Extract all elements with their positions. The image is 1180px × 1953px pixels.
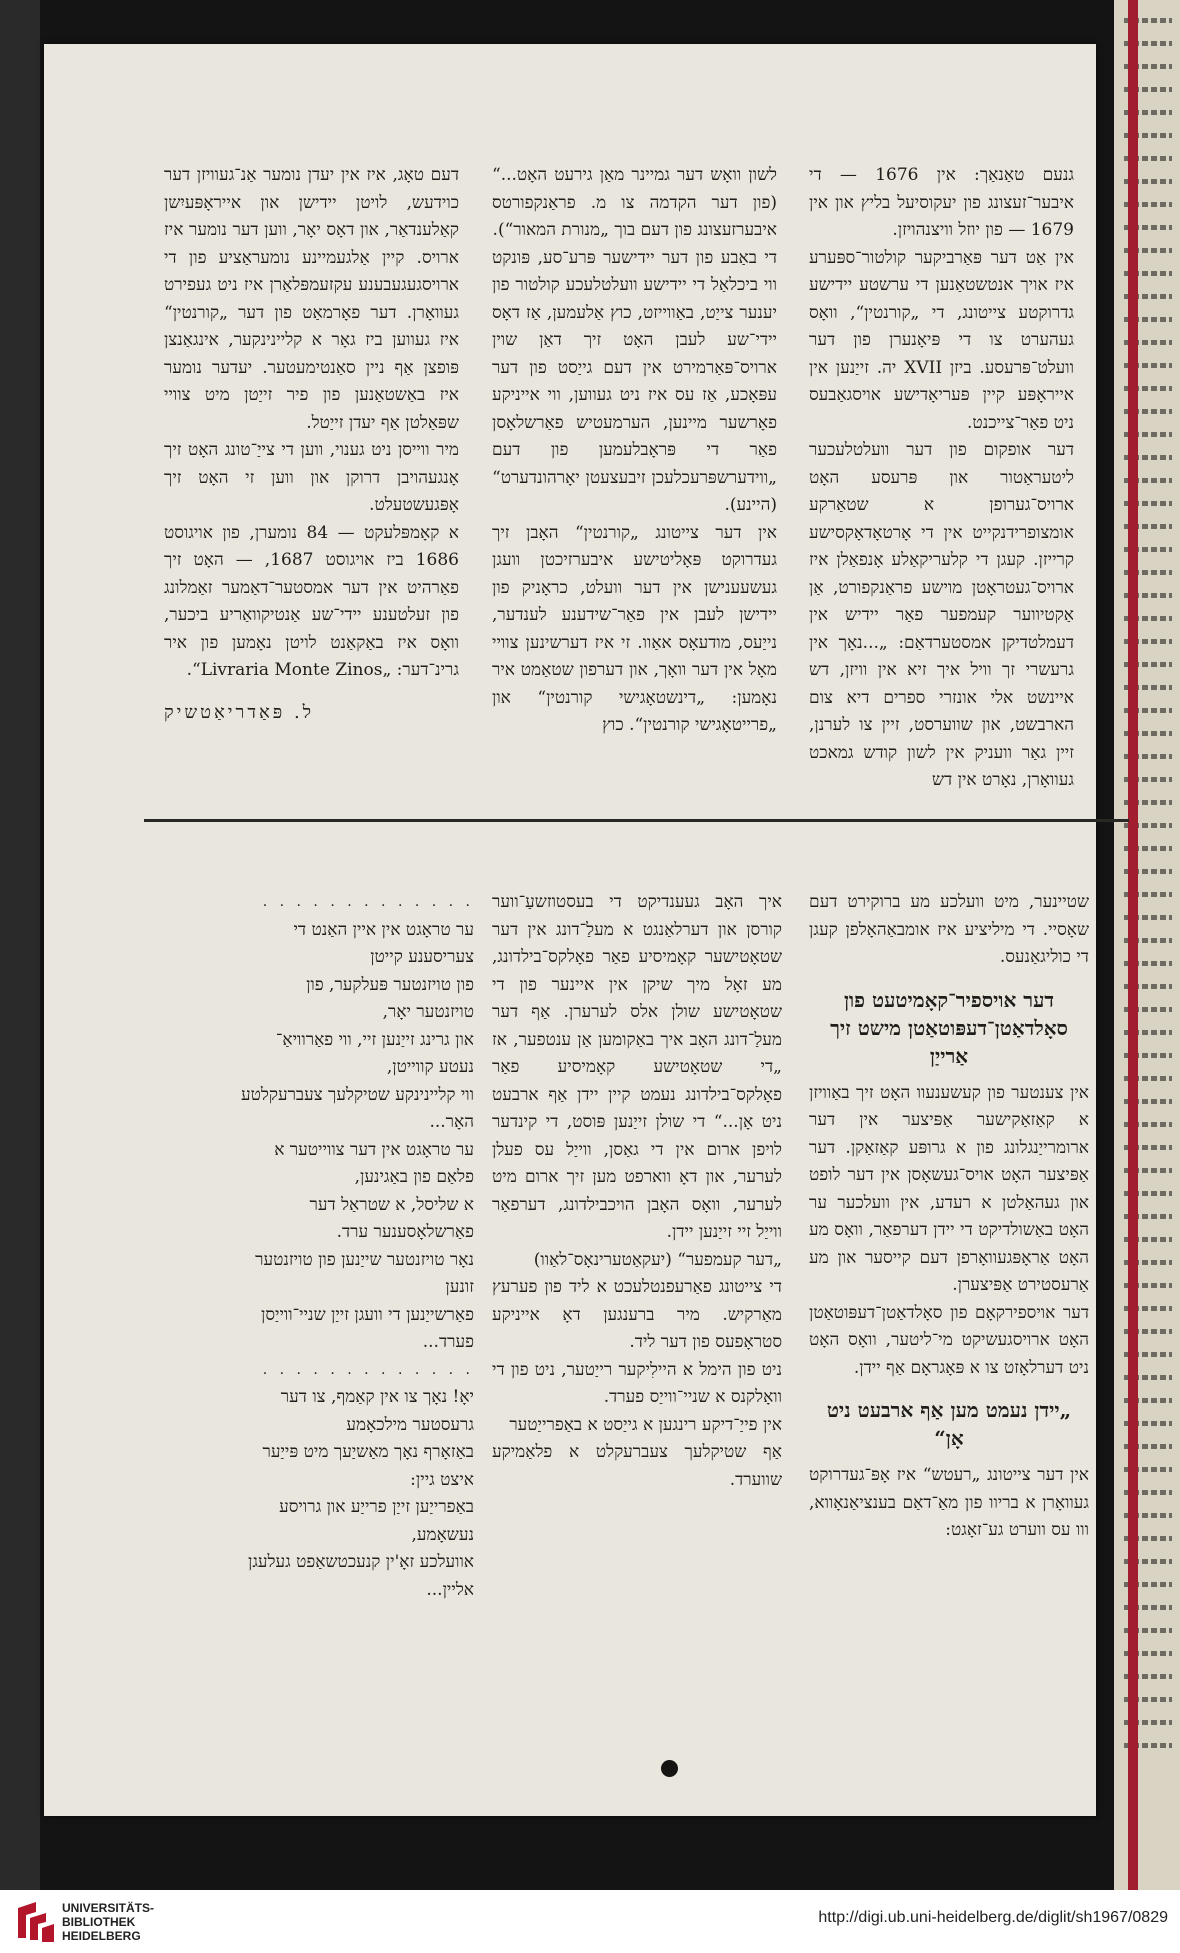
page-ornament-dot (661, 1760, 678, 1777)
poem-line: פאַרשייַנען די וועגן זייַן שניי־ווייַסן (261, 1304, 474, 1325)
poem-line: צעריסענע קייטן (370, 947, 474, 967)
source-url-link[interactable]: http://digi.ub.uni-heidelberg.de/diglit/sh1967/0829 (818, 1909, 1168, 1926)
bottom-column-middle (492, 889, 782, 1494)
bottom-column-right (809, 889, 1089, 1545)
poem-line: גרעסטער מילכאָמע (346, 1414, 474, 1435)
paragraph: דעם טאָג, איז אין יעדן נומער אַנ־געוויזן דער כוידעש, לויטן יידישן און אייראָפּעיִשן קאַלענדאַר, און דאָס יאָר, ווען דער נומער איז ארויס. קיין אַלגעמיינע נומעראַציע פון די ארויסגעגעבענע עקזעמפּלאַרן איז ניט געפירט געוואָרן. דער פאָרמאַט פון דער „קורנטין“ איז געווען ביז גאָר א קליינינקער, אינגאַנצן פּופצן אַף ניין סאַנטימעטער. יעדער נומער איז באַשטאַנען פון פיר זייַטן מיט צוויי שפּאַלטן אַף יעדן זייַטל. (164, 165, 459, 433)
paragraph: אין צענטער פון קעשענעוו האָט זיך באַוויזן א קאַזאַקישער אַפּיצער אין דער ארומרייַנגלונג פון א גרופּע קאַזאַקן. דער אַפּיצער האָט אויס־געשאָסן אין דער לופט און געהאַלטן א רעדע, אין וועלכער ער האָט באַשולדיקט די יידן דערפאַר, וואָס מע האָט אַראָפּגעוואָרפן דעם קייסער און מע אַרעסטירט אַפּיצערן. (809, 1082, 1089, 1295)
paragraph: דער אופקום פון דער וועלטלעכער ליטעראַטור און פּרעסע האָט ארויס־גערופן א שטאַרקע אומצופרידנקייט אין די אָרטאָדאָקסישע קרייזן. קעגן די קלעריקאַלע אָנפאַלן איז ארויס־געטראָטן מוישע פראַנקפורט, אַן אַקטיווער קעמפער פאַר יידיש אין דעמלטדיקן אמסטערדאַם: „...נאָך אין גרעשרי זך וויל איך זיא אין וויזן, דש איינשט אלי אונזרי ספרים דיא צום הארבשט, און שווערסט, זיין צו לערנן, זיין גאַר וועניק אין לשון קודש גמאכט געוואָרן, נאָרט אין דש (809, 440, 1074, 790)
next-page-edge (1114, 0, 1180, 1890)
paragraph: אין דער צייטונג „קורנטין“ האָבן זיך געדרוקט פּאָליטישע איבערזיכטן וועגן געשעענישן אין דער וועלט, כראָניק פון יידישן לעבן אין פאַר־שידענע לענדער, נייַעס, מודעאָס אאַוו. זי איז דערשינען צוויי מאָל אין דער וואָך, און דערפון שטאַמט איר נאָמען: „דינשטאָגישי קורנטין“ און „פרייטאָגישי קורנטין“. כוץ (492, 522, 777, 735)
top-column-left (164, 162, 459, 726)
paragraph: שטיינער, מיט וועלכע מע ברוקירט דעם שאָסיי. די מיליציע איז אומבאַהאָלפן קעגן די כוליגאַנעס. (809, 892, 1089, 967)
section-divider (144, 819, 1129, 822)
paragraph: דער אויספירקאָם פון סאָלדאַטן־דעפּוטאַטן האָט ארויסגעשיקט מי־ליטער, וואָס האָט ניט דערלאָזט צו א פּאָגראָם אַף יידן. (809, 1302, 1089, 1378)
poem-line: אליין... (426, 1579, 474, 1600)
poem-line: זונען (445, 1277, 474, 1297)
poem-line: באַפרייַען זייַן פרייַע און גרויסע (279, 1497, 474, 1517)
paragraph: לשון וואָש דער גמיינר מאַן גירעט האָט...“ (פון דער הקדמה צו מ. פראַנקפורטס איבערזעצונג פון דעם בוך „מנורת המאור“). (492, 165, 777, 240)
poem-line: פלאַם פון באַגינען, (354, 1167, 474, 1187)
poem-line: נעטע קווייטן, (386, 1057, 474, 1077)
source-citation: „דער קעמפער“ (יעקאַטערינאָס־לאַוו) (533, 1249, 782, 1270)
poem-line: באַזאָרף נאָך מאַשיַעך מיט פּייַער (262, 1442, 474, 1462)
poem-ellipsis: . . . . . . . . . . . . . (262, 1361, 474, 1378)
poem-line: פון טויזנטער פּעלקער, פון (306, 974, 474, 995)
paragraph: אין דער צייטונג „רעטש“ איז אָפּ־געדרוקט געוואָרן א בריוו פון מאַ־דאַם בענציאַנאָווא, ווו עס ווערט גע־זאָגט: (809, 1465, 1089, 1540)
paragraph: איך האָב געענדיקט די בעסטוזשעַ־ווער קורסן און דערלאַנגט א מעלַ־דונג אין דער שטאָטישער קאָמיסיע פאַר פאָלקס־בילדונג, מע זאָל מיך שיקן אין איינער פון די שטאָטישע שולן אלס לערערן. אַף דער מעלַ־דונג האָב איך באַקומען אַן ענטפער, אז „די שטאָטישע קאָמיסיע פאַר פאָלקס־בילדונג נעמט קיין יידן אַף ארבעט ניט אָן...“ די שולן זייַנען פּוסט, די קינדער לויפן ארום אין די גאַסן, ווייַל עס פעלן לערער, און דאָ ווארפט מען זיך ארום מיט לערער, וואָס האָבן הויכבילדונג, דערפאַר ווייַל זיי זייַנען יידן. (492, 892, 782, 1242)
library-name: UNIVERSITÄTS- BIBLIOTHEK HEIDELBERG (62, 1901, 155, 1943)
poem-line: ער טראָגט אין דער צווייטער א (274, 1139, 474, 1160)
top-column-right (809, 162, 1074, 795)
poem-line: נעשאָמע, (411, 1524, 474, 1545)
poem-line: און גרינג זייַנען זיי, ווי פאַרוויאַ־ (275, 1029, 474, 1050)
page (44, 44, 1096, 1816)
poem-line: א שליסל, א שטראַל דער (309, 1194, 474, 1215)
author-signature: ל. פּאַדריאַטשיק (164, 701, 315, 723)
section-heading: דער אויספיר־קאָמיטעט פון סאָלדאַטן־דעפּוטאַטן מישט זיך אַרייַן (830, 987, 1068, 1068)
poem-line: ווי קליינינקע שטיקלעך צעברעקלטע (241, 1084, 474, 1105)
paragraph: א קאָמפּלעקט — 84 נומערן, פון אויגוסט 1686 ביז אויגוסט 1687, — האָט זיך פאַרהיט אין דער אמסטער־דאַמער זאַמלונג פון זעלטענע יידי־שע אַנטיקוואַריע ביכער, וואָס איז באַקאַנט לויטן נאָמען פון איר גרינ־דער: „Livraria Monte Zinos“. (164, 522, 459, 680)
poem-line: טויזנטער יאָר, (382, 1002, 474, 1022)
paragraph: גנעם טאַנאַך: אין 1676 — די איבער־זעצונג פון יעקוסיעל בליץ און אין 1679 — פון יוזל וויצנהויזן. (809, 165, 1074, 240)
poem-ellipsis: . . . . . . . . . . . . . (262, 894, 474, 910)
binding-edge (1128, 0, 1138, 1890)
poem-line: יאָ! נאָך צו אין קאַמף, צו דער (280, 1387, 474, 1407)
left-page-edge (0, 0, 40, 1890)
poem-line: אוועלכע זאָ'ין קנעכטשאַפט געלעגן (247, 1552, 474, 1572)
poem-stanza: אַף שטיקלעך צעברעקלט א פלאַמיקע שווערד. (492, 1442, 782, 1490)
top-column-middle (492, 162, 777, 740)
bottom-column-left-poem (194, 889, 474, 1604)
paragraph: די באַבע פון דער יידישער פּרע־סע, פּונקט ווי ביכלאַל די יידישע וועלטלעכע קולטור פון יענער צייַט, באַווייזט, כוץ אַלעמען, אַז דאָס יידי־שע לעבן האָט זיך דאַן שוין ארויס־פּאַרמירט אין דעם גייַסט פון דער עפּאָכע, אַז עס איז ניט געווען, ווי אייניקע פאָרשער מיינען, הערמעטיש פאַרשלאָסן פאַר די פּראָבלעמען פון דעם „ווידערשפּרעכלעכן זיבעצעטן יאָרהונדערט“ (היינע). (492, 247, 777, 515)
section-heading: „יידן נעמט מען אַף ארבעט ניט אָן“ (826, 1398, 1072, 1450)
poem-line: נאָר טויזנטער שייַנען פון טויזנטער (255, 1249, 474, 1270)
paragraph: די צייטונג פאַרעפנטלעכט א ליד פון פערעץ מאַרקיש. מיר ברענגען דאָ אייניקע סטראָפעס פון דער ליד. (492, 1277, 782, 1352)
poem-stanza: אין פייַ־דיקע רינגען א גייַסט א באַפרייַטער (509, 1414, 782, 1435)
poem-line: האָר... (429, 1112, 474, 1132)
heidelberg-university-library-logo[interactable] (12, 1898, 58, 1944)
poem-line: ער טראָגט אין איין האַנט די (293, 919, 474, 940)
paragraph: מיר ווייסן ניט גענוי, ווען די צייַ־טונג האָט זיך אָנגעהויבן דרוקן און ווען זי האָט זיך אָפּגעשטעלט. (164, 440, 459, 515)
footer-bar (0, 1890, 1180, 1953)
poem-line: איצט גיין: (410, 1469, 474, 1490)
poem-stanza: ניט פון הימל א היילִיקער רייַטער, ניט פון די וואָלקנס א שניי־ווייַס פערד. (492, 1359, 782, 1407)
poem-line: פערד... (422, 1332, 474, 1352)
paragraph: אין אַט דער פּאַרביקער קולטור־ספּערע איז אויך אנטשטאַנען די ערשטע יידישע גדרוקטע צייטונג, די „קורנטין“, וואָס געהערט צו די פּיאָנערן פון דער וועלט־פּרעסע. ביזן XVII יה. זייַנען אין אייראָפּע קיין פּעריאָדישע אויסגאַבעס ניט פאַר־צייכנט. (809, 247, 1075, 433)
poem-line: פאַרשלאָסענער ערד. (336, 1222, 474, 1242)
